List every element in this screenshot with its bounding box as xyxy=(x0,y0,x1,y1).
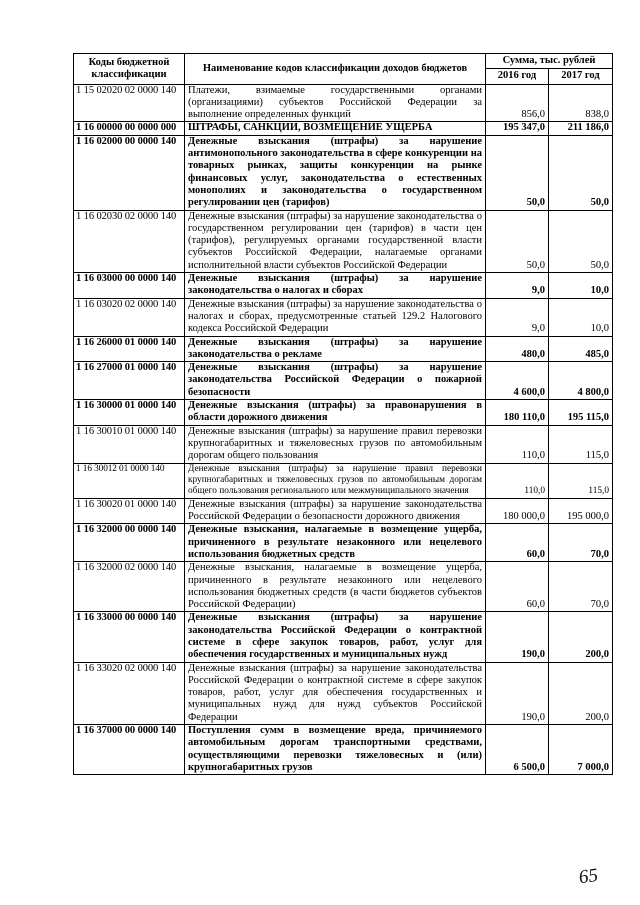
cell-2017: 70,0 xyxy=(549,524,613,562)
cell-name: Денежные взыскания (штрафы) за правонарушения в области дорожного движения xyxy=(185,400,486,426)
table-row xyxy=(74,662,613,724)
cell-code: 1 16 03000 00 0000 140 xyxy=(74,273,185,299)
cell-code: 1 16 02000 00 0000 140 xyxy=(74,135,185,210)
cell-2016: 9,0 xyxy=(486,298,549,336)
cell-2017: 838,0 xyxy=(549,84,613,122)
cell-code: 1 16 33020 02 0000 140 xyxy=(74,662,185,724)
cell-2017: 10,0 xyxy=(549,298,613,336)
header-codes: Коды бюджетной классификации xyxy=(74,54,185,85)
header-sum: Сумма, тыс. рублей xyxy=(486,54,613,69)
table-row xyxy=(74,562,613,612)
table-row xyxy=(74,498,613,524)
cell-2016: 4 600,0 xyxy=(486,362,549,400)
cell-2017: 50,0 xyxy=(549,210,613,272)
cell-2017: 485,0 xyxy=(549,336,613,362)
cell-name: Денежные взыскания (штрафы) за нарушение законодательства Российской Федерации о безопасности дорожного движения xyxy=(185,498,486,524)
cell-code: 1 16 00000 00 0000 000 xyxy=(74,122,185,135)
cell-2016: 195 347,0 xyxy=(486,122,549,135)
table-row xyxy=(74,400,613,426)
cell-2016: 180 110,0 xyxy=(486,400,549,426)
cell-2016: 6 500,0 xyxy=(486,725,549,775)
cell-2017: 10,0 xyxy=(549,273,613,299)
cell-name: Денежные взыскания (штрафы) за нарушение законодательства о налогах и сборах, предусмотренные статьей 129.2 Налогового кодекса Российской Федерации xyxy=(185,298,486,336)
cell-code: 1 15 02020 02 0000 140 xyxy=(74,84,185,122)
cell-2017: 115,0 xyxy=(549,425,613,463)
page-number: 65 xyxy=(577,864,600,889)
cell-code: 1 16 37000 00 0000 140 xyxy=(74,725,185,775)
cell-code: 1 16 30000 01 0000 140 xyxy=(74,400,185,426)
cell-2016: 110,0 xyxy=(486,463,549,498)
header-year-2017: 2017 год xyxy=(549,69,613,84)
cell-2016: 60,0 xyxy=(486,562,549,612)
table-row xyxy=(74,210,613,272)
cell-name: Поступления сумм в возмещение вреда, причиняемого автомобильным дорогам транспортными средствами, осуществляющими перевозки тяжеловесных и (или) крупногабаритных грузов xyxy=(185,725,486,775)
cell-2016: 480,0 xyxy=(486,336,549,362)
cell-code: 1 16 27000 01 0000 140 xyxy=(74,362,185,400)
table-row xyxy=(74,298,613,336)
cell-2016: 50,0 xyxy=(486,135,549,210)
cell-name: Денежные взыскания (штрафы) за нарушение правил перевозки крупногабаритных и тяжеловесных грузов по автомобильным дорогам общего пользования регионального или межмуниципального значения xyxy=(185,463,486,498)
cell-2016: 190,0 xyxy=(486,662,549,724)
table-body xyxy=(74,84,613,775)
cell-2016: 110,0 xyxy=(486,425,549,463)
cell-2017: 7 000,0 xyxy=(549,725,613,775)
cell-name: Денежные взыскания, налагаемые в возмещение ущерба, причиненного в результате незаконного или нецелевого использования бюджетных средств (в части бюджетов субъектов Российской Федерации) xyxy=(185,562,486,612)
budget-revenue-table xyxy=(73,53,613,775)
cell-2016: 50,0 xyxy=(486,210,549,272)
table-row xyxy=(74,612,613,662)
cell-code: 1 16 02030 02 0000 140 xyxy=(74,210,185,272)
table-row xyxy=(74,362,613,400)
header-year-2016: 2016 год xyxy=(486,69,549,84)
table-row xyxy=(74,122,613,135)
cell-name: Денежные взыскания (штрафы) за нарушение антимонопольного законодательства в сфере конкуренции на товарных рынках, защиты конкуренции на рынке финансовых услуг, законодательства о естественных монополиях и законодательства о государственном регулировании цен (тарифов) xyxy=(185,135,486,210)
cell-name: Денежные взыскания, налагаемые в возмещение ущерба, причиненного в результате незаконного или нецелевого использования бюджетных средств xyxy=(185,524,486,562)
cell-2017: 115,0 xyxy=(549,463,613,498)
cell-code: 1 16 33000 00 0000 140 xyxy=(74,612,185,662)
cell-2016: 856,0 xyxy=(486,84,549,122)
cell-2017: 195 000,0 xyxy=(549,498,613,524)
table-row xyxy=(74,135,613,210)
cell-2017: 211 186,0 xyxy=(549,122,613,135)
cell-name: ШТРАФЫ, САНКЦИИ, ВОЗМЕЩЕНИЕ УЩЕРБА xyxy=(185,122,486,135)
cell-code: 1 16 26000 01 0000 140 xyxy=(74,336,185,362)
cell-2016: 180 000,0 xyxy=(486,498,549,524)
cell-2017: 195 115,0 xyxy=(549,400,613,426)
table-row xyxy=(74,425,613,463)
table-row xyxy=(74,524,613,562)
cell-2017: 4 800,0 xyxy=(549,362,613,400)
table-row xyxy=(74,84,613,122)
cell-code: 1 16 30020 01 0000 140 xyxy=(74,498,185,524)
cell-name: Денежные взыскания (штрафы) за нарушение законодательства Российской Федерации о пожарной безопасности xyxy=(185,362,486,400)
cell-name: Денежные взыскания (штрафы) за нарушение законодательства о налогах и сборах xyxy=(185,273,486,299)
cell-name: Денежные взыскания (штрафы) за нарушение правил перевозки крупногабаритных и тяжеловесных грузов по автомобильным дорогам общего пользования xyxy=(185,425,486,463)
cell-name: Платежи, взимаемые государственными органами (организациями) субъектов Российской Федерации за выполнение определенных функций xyxy=(185,84,486,122)
cell-code: 1 16 32000 02 0000 140 xyxy=(74,562,185,612)
cell-2017: 200,0 xyxy=(549,662,613,724)
cell-code: 1 16 03020 02 0000 140 xyxy=(74,298,185,336)
cell-2017: 70,0 xyxy=(549,562,613,612)
cell-2017: 50,0 xyxy=(549,135,613,210)
cell-code: 1 16 30010 01 0000 140 xyxy=(74,425,185,463)
cell-2016: 60,0 xyxy=(486,524,549,562)
budget-revenue-table-sheet xyxy=(73,53,612,775)
table-row xyxy=(74,336,613,362)
cell-code: 1 16 30012 01 0000 140 xyxy=(74,463,185,498)
cell-code: 1 16 32000 00 0000 140 xyxy=(74,524,185,562)
header-name: Наименование кодов классификации доходов бюджетов xyxy=(185,54,486,85)
cell-name: Денежные взыскания (штрафы) за нарушение законодательства Российской Федерации о контрактной системе в сфере закупок товаров, работ, услуг для обеспечения государственных и муниципальных нужд для нужд субъектов Российской Федерации xyxy=(185,662,486,724)
cell-2016: 190,0 xyxy=(486,612,549,662)
cell-name: Денежные взыскания (штрафы) за нарушение законодательства о рекламе xyxy=(185,336,486,362)
cell-name: Денежные взыскания (штрафы) за нарушение законодательства Российской Федерации о контрактной системе в сфере закупок товаров, работ, услуг для обеспечения государственных и муниципальных нужд xyxy=(185,612,486,662)
cell-2017: 200,0 xyxy=(549,612,613,662)
table-row xyxy=(74,273,613,299)
table-row xyxy=(74,725,613,775)
cell-name: Денежные взыскания (штрафы) за нарушение законодательства о государственном регулировании цен (тарифов) в части цен (тарифов), регулируемых органами государственной власти субъектов Российской Федерации, налагаемые органами исполнительной власти субъектов Российской Федерации xyxy=(185,210,486,272)
table-row xyxy=(74,463,613,498)
cell-2016: 9,0 xyxy=(486,273,549,299)
